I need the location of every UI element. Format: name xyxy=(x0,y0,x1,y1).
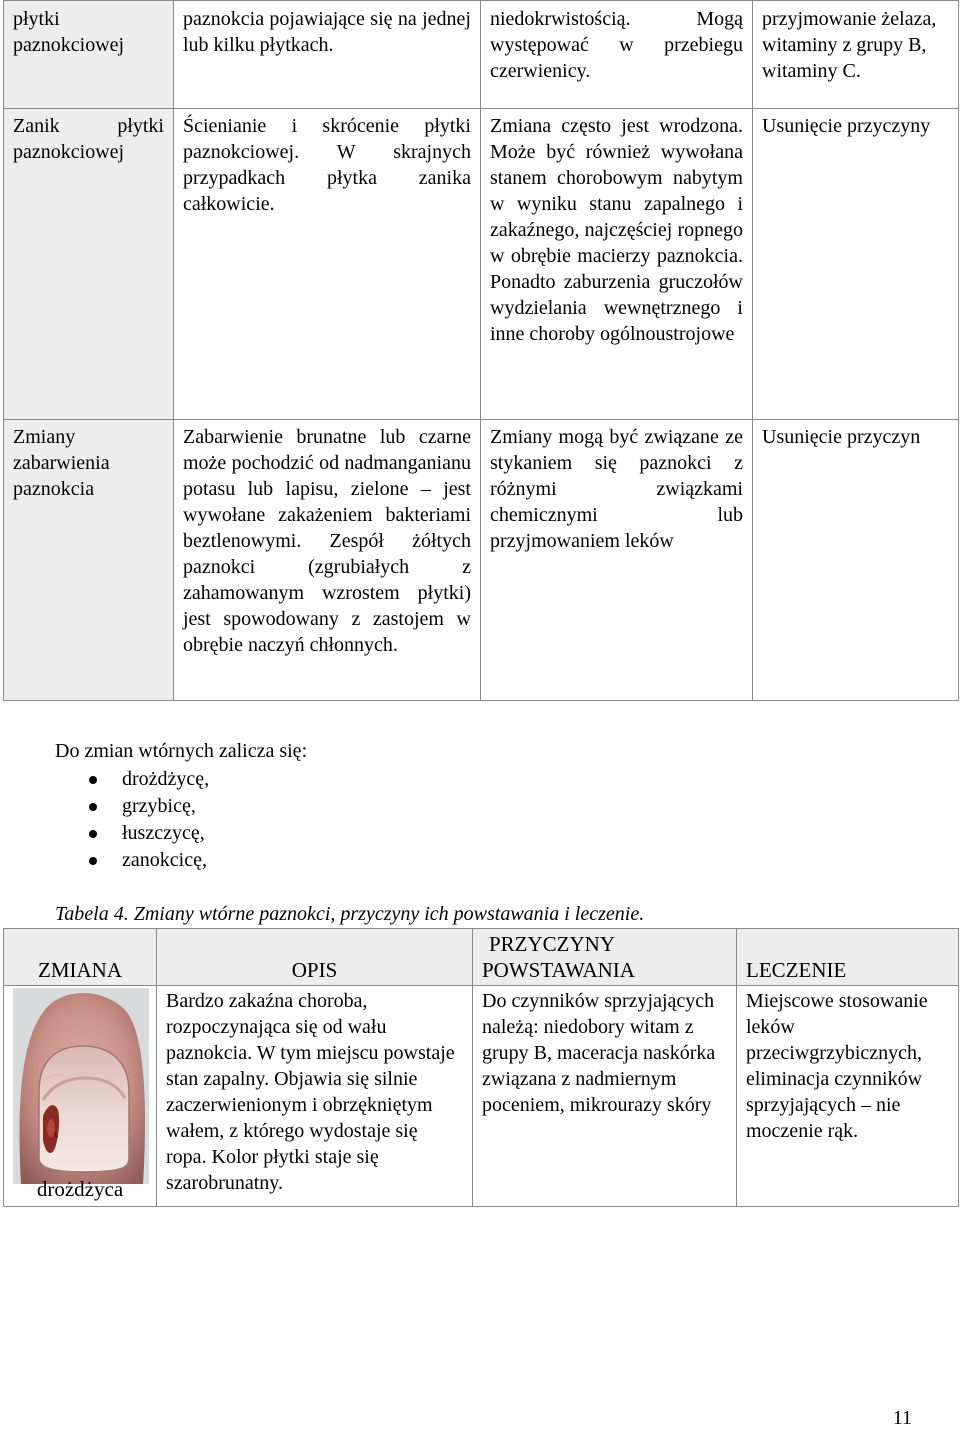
bullet-icon xyxy=(89,830,97,838)
bullet-icon xyxy=(89,776,97,784)
row-treatment-cell: przyjmowanie żelaza, witaminy z grupy B, witaminy C. xyxy=(753,1,959,109)
secondary-nail-changes-table xyxy=(3,928,959,1207)
table-caption: Tabela 4. Zmiany wtórne paznokci, przyczyny ich powstawania i leczenie. xyxy=(55,903,645,925)
secondary-changes-intro: Do zmian wtórnych zalicza się: xyxy=(55,740,308,762)
list-item: drożdżycę, xyxy=(89,766,209,793)
header-opis: OPIS xyxy=(157,929,473,986)
table-row xyxy=(4,420,959,701)
row-name-cell: płytki paznokciowej xyxy=(4,1,174,109)
table-header-row xyxy=(4,929,959,986)
list-item: grzybicę, xyxy=(89,793,209,820)
row-cause-cell: Do czynników sprzyjających należą: niedobory witam z grupy B, maceracja naskórka związana z nadmiernym poceniem, mikrourazy skóry xyxy=(473,986,737,1207)
bullet-icon xyxy=(89,803,97,811)
list-item: zanokcicę, xyxy=(89,847,209,874)
infected-nail-photo xyxy=(13,988,149,1184)
row-description-cell: paznokcia pojawiające się na jednej lub kilku płytkach. xyxy=(174,1,481,109)
list-item: łuszczycę, xyxy=(89,820,209,847)
row-treatment-cell: Usunięcie przyczyny xyxy=(753,109,959,420)
header-leczenie: LECZENIE xyxy=(737,929,959,986)
row-cause-cell: Zmiany mogą być związane ze stykaniem się paznokci z różnymi związkami chemicznymi lub przyjmowaniem leków xyxy=(481,420,753,701)
row-name-cell: Zmiany zabarwienia paznokcia xyxy=(4,420,174,701)
table-row xyxy=(4,1,959,109)
condition-name: drożdżyca xyxy=(36,1177,124,1201)
bullet-icon xyxy=(89,857,97,865)
row-description-cell: Zabarwienie brunatne lub czarne może pochodzić od nadmanganianu potasu lub lapisu, zielone – jest wywołane zakażeniem bakteriami beztlenowymi. Zespół żółtych paznokci (zgrubiałych z zahamowanym wzrostem płytki) jest spowodowany z zastojem w obrębie naczyń chłonnych. xyxy=(174,420,481,701)
condition-image-cell xyxy=(4,986,157,1207)
row-description-cell: Ścienianie i skrócenie płytki paznokciowej. W skrajnych przypadkach płytka zanika całkowicie. xyxy=(174,109,481,420)
header-przyczyny: PRZYCZYNY POWSTAWANIA xyxy=(473,929,737,986)
row-description-cell: Bardzo zakaźna choroba, rozpoczynająca się od wału paznokcia. W tym miejscu powstaje stan zapalny. Objawia się silnie zaczerwienionym i obrzękniętym wałem, z którego wydostaje się ropa. Kolor płytki staje się szarobrunatny. xyxy=(157,986,473,1207)
row-name-cell: Zanik płytki paznokciowej xyxy=(4,109,174,420)
row-treatment-cell: Usunięcie przyczyn xyxy=(753,420,959,701)
table-row xyxy=(4,109,959,420)
header-zmiana: ZMIANA xyxy=(4,929,157,986)
row-cause-cell: Zmiana często jest wrodzona. Może być również wywołana stanem chorobowym nabytym w wyniku stanu zapalnego i zakaźnego, najczęściej ropnego w obrębie macierzy paznokcia. Ponadto zaburzenia gruczołów wydzielania wewnętrznego i inne choroby ogólnoustrojowe xyxy=(481,109,753,420)
nail-changes-table-continued xyxy=(3,0,959,701)
table-row xyxy=(4,986,959,1207)
row-treatment-cell: Miejscowe stosowanie leków przeciwgrzybicznych, eliminacja czynników sprzyjających – nie moczenie rąk. xyxy=(737,986,959,1207)
row-cause-cell: niedokrwistością. Mogą występować w przebiegu czerwienicy. xyxy=(481,1,753,109)
page-number: 11 xyxy=(892,1407,912,1429)
secondary-changes-list xyxy=(89,766,209,874)
